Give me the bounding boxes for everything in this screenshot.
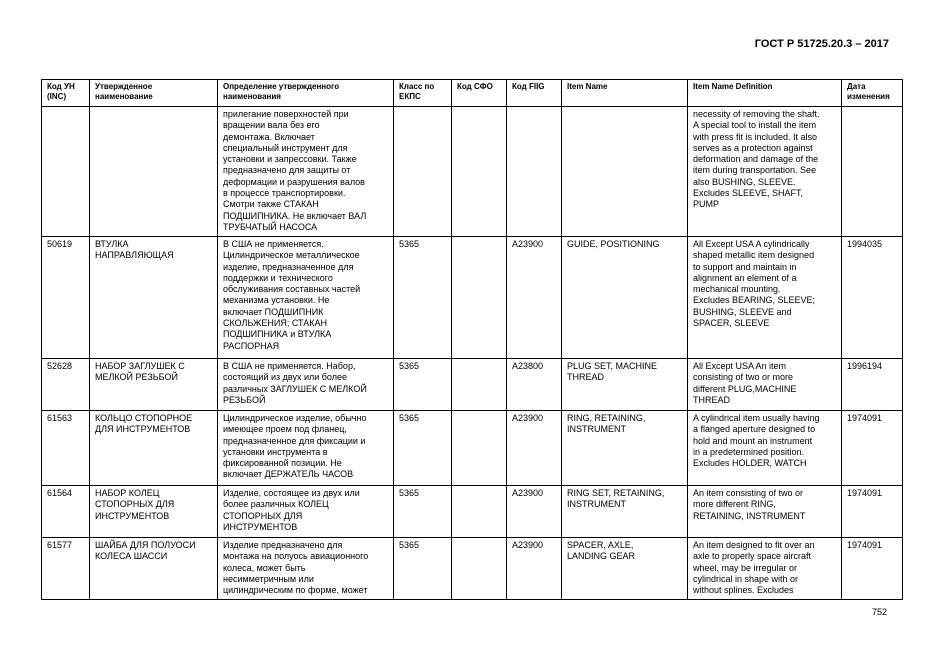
cell-approved-name: НАБОР ЗАГЛУШЕК С МЕЛКОЙ РЕЗЬБОЙ <box>90 359 218 411</box>
cell-item-name-definition: necessity of removing the shaft. A special tool to install the item with press fit is included. It also serves as a protection against deformation and damage of the item during transportation. See also BUSHING, SLEEVE. Excludes SLEEVE, SHAFT, PUMP <box>688 107 842 237</box>
cell-ekps-class: 5365 <box>394 486 452 538</box>
cell-approved-name: ВТУЛКА НАПРАВЛЯЮЩАЯ <box>90 237 218 359</box>
table-header-row <box>42 80 903 107</box>
cell-fiig-code: A23900 <box>507 538 562 600</box>
cell-approved-name: КОЛЬЦО СТОПОРНОЕ ДЛЯ ИНСТРУМЕНТОВ <box>90 411 218 486</box>
col-header-change-date: Дата изменения <box>842 80 903 107</box>
cell-approved-name <box>90 107 218 237</box>
document-header: ГОСТ Р 51725.20.3 – 2017 <box>754 38 889 50</box>
table-row <box>42 411 903 486</box>
cell-ekps-class: 5365 <box>394 237 452 359</box>
cell-change-date: 1974091 <box>842 486 903 538</box>
table-row <box>42 107 903 237</box>
col-header-fiig-code: Код FIIG <box>507 80 562 107</box>
cell-item-name: PLUG SET, MACHINE THREAD <box>562 359 688 411</box>
col-header-item-name: Item Name <box>562 80 688 107</box>
col-header-item-name-definition: Item Name Definition <box>688 80 842 107</box>
cell-ekps-class: 5365 <box>394 538 452 600</box>
col-header-definition-ru: Определение утвержденного наименования <box>218 80 394 107</box>
col-header-ekps-class: Класс по ЕКПС <box>394 80 452 107</box>
cell-item-name-definition: A cylindrical item usually having a flanged aperture designed to hold and mount an instrument in a predetermined position. Excludes HOLDER, WATCH <box>688 411 842 486</box>
cell-ekps-class <box>394 107 452 237</box>
cell-change-date: 1994035 <box>842 237 903 359</box>
cell-approved-name: ШАЙБА ДЛЯ ПОЛУОСИ КОЛЕСА ШАССИ <box>90 538 218 600</box>
cell-item-name: SPACER, AXLE, LANDING GEAR <box>562 538 688 600</box>
col-header-inc: Код УН (INC) <box>42 80 90 107</box>
table-row <box>42 359 903 411</box>
cell-item-name-definition: An item designed to fit over an axle to properly space aircraft wheel, may be irregular or cylindrical in shape with or without splines. Excludes <box>688 538 842 600</box>
cell-change-date: 1996194 <box>842 359 903 411</box>
cell-fiig-code: A23900 <box>507 411 562 486</box>
cell-ekps-class: 5365 <box>394 359 452 411</box>
cell-fiig-code: A23900 <box>507 486 562 538</box>
table-row <box>42 237 903 359</box>
cell-definition-ru: Цилиндрическое изделие, обычно имеющее проем под фланец, предназначенное для фиксации и установки инструмента в фиксированной позиции. Не включает ДЕРЖАТЕЛЬ ЧАСОВ <box>218 411 394 486</box>
cell-change-date: 1974091 <box>842 411 903 486</box>
cell-change-date: 1974091 <box>842 538 903 600</box>
cell-definition-ru: Изделие предназначено для монтажа на полуось авиационного колеса, может быть несимметричным или цилиндрическим по форме, может <box>218 538 394 600</box>
cell-definition-ru: Изделие, состоящее из двух или более различных КОЛЕЦ СТОПОРНЫХ ДЛЯ ИНСТРУМЕНТОВ <box>218 486 394 538</box>
cell-item-name <box>562 107 688 237</box>
cell-item-name-definition: All Except USA An item consisting of two or more different PLUG,MACHINE THREAD <box>688 359 842 411</box>
cell-fiig-code: A23800 <box>507 359 562 411</box>
cell-definition-ru: В США не применяется. Цилиндрическое металлическое изделие, предназначенное для поддержки и технического обслуживания составных частей механизма установки. Не включает ПОДШИПНИК СКОЛЬЖЕНИЯ; СТАКАН ПОДШИПНИКА и ВТУЛКА РАСПОРНАЯ <box>218 237 394 359</box>
cell-fiig-code <box>507 107 562 237</box>
cell-sfo-code <box>452 359 507 411</box>
cell-inc: 61563 <box>42 411 90 486</box>
cell-inc: 52628 <box>42 359 90 411</box>
cell-inc <box>42 107 90 237</box>
cell-inc: 50619 <box>42 237 90 359</box>
col-header-sfo-code: Код СФО <box>452 80 507 107</box>
cell-inc: 61564 <box>42 486 90 538</box>
table-row <box>42 486 903 538</box>
cell-ekps-class: 5365 <box>394 411 452 486</box>
page-number: 752 <box>871 607 887 617</box>
cell-item-name: RING, RETAINING, INSTRUMENT <box>562 411 688 486</box>
cell-sfo-code <box>452 107 507 237</box>
cell-item-name: RING SET, RETAINING, INSTRUMENT <box>562 486 688 538</box>
cell-item-name-definition: All Except USA A cylindrically shaped metallic item designed to support and maintain in alignment an element of a mechanical mounting. Excludes BEARING, SLEEVE; BUSHING, SLEEVE and SPACER, SLEEVE <box>688 237 842 359</box>
cell-approved-name: НАБОР КОЛЕЦ СТОПОРНЫХ ДЛЯ ИНСТРУМЕНТОВ <box>90 486 218 538</box>
cell-definition-ru: В США не применяется. Набор, состоящий из двух или более различных ЗАГЛУШЕК С МЕЛКОЙ РЕЗЬБОЙ <box>218 359 394 411</box>
cell-item-name: GUIDE, POSITIONING <box>562 237 688 359</box>
cell-definition-ru: прилегание поверхностей при вращении вала без его демонтажа. Включает специальный инструмент для установки и запрессовки. Также предназначено для защиты от деформации и разрушения валов в процессе транспортировки. Смотри также СТАКАН ПОДШИПНИКА. Не включает ВАЛ ТРУБЧАТЫЙ НАСОСА <box>218 107 394 237</box>
cell-inc: 61577 <box>42 538 90 600</box>
table-row <box>42 538 903 600</box>
cell-sfo-code <box>452 538 507 600</box>
catalog-table <box>41 79 903 600</box>
cell-item-name-definition: An item consisting of two or more different RING, RETAINING, INSTRUMENT <box>688 486 842 538</box>
cell-fiig-code: A23900 <box>507 237 562 359</box>
cell-sfo-code <box>452 237 507 359</box>
cell-sfo-code <box>452 486 507 538</box>
cell-sfo-code <box>452 411 507 486</box>
cell-change-date <box>842 107 903 237</box>
col-header-approved-name: Утвержденное наименование <box>90 80 218 107</box>
